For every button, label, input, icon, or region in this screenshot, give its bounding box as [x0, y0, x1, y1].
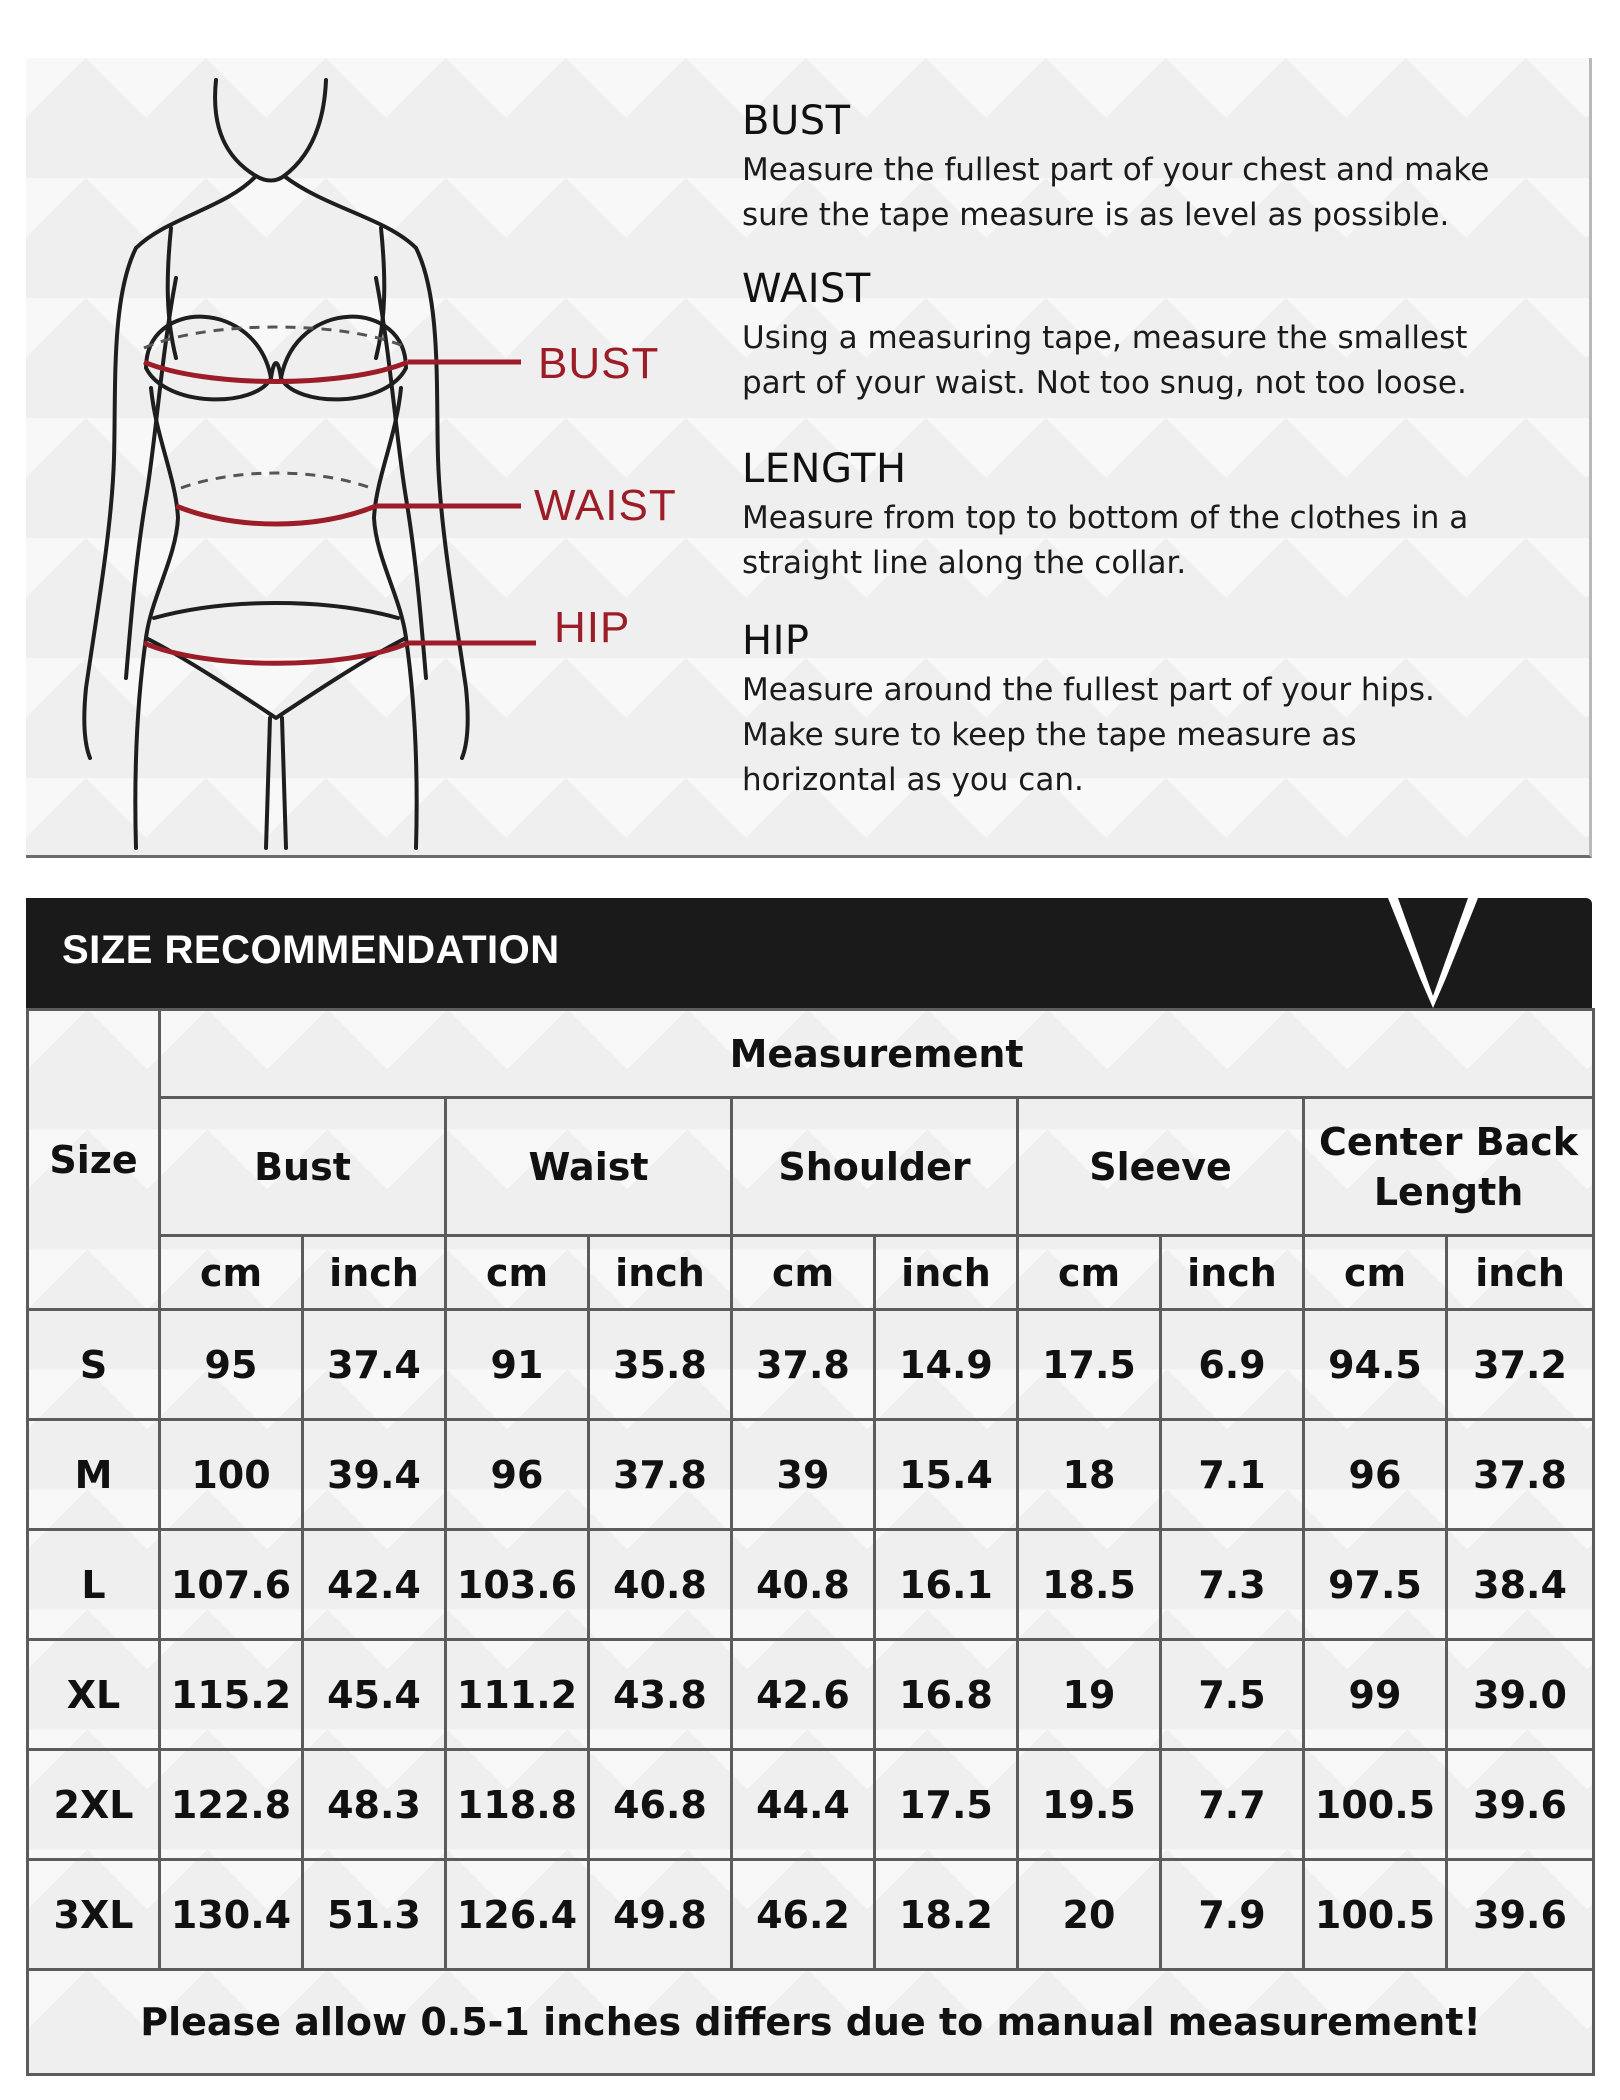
desc-title: HIP	[742, 618, 810, 664]
value-cell: 18.2	[875, 1860, 1018, 1970]
value-cell: 51.3	[303, 1860, 446, 1970]
value-cell: 42.6	[732, 1640, 875, 1750]
measurement-header: Measurement	[160, 1010, 1594, 1098]
value-cell: 44.4	[732, 1750, 875, 1860]
desc-text	[742, 316, 1582, 406]
value-cell: 130.4	[160, 1860, 303, 1970]
size-cell: L	[28, 1530, 160, 1640]
value-cell: 122.8	[160, 1750, 303, 1860]
value-cell: 39.6	[1447, 1860, 1594, 1970]
desc-title: WAIST	[742, 266, 871, 312]
unit-header-cm: cm	[732, 1236, 875, 1310]
value-cell: 16.8	[875, 1640, 1018, 1750]
unit-header-cm: cm	[1018, 1236, 1161, 1310]
value-cell: 100.5	[1304, 1860, 1447, 1970]
table-row	[28, 1530, 1594, 1640]
desc-title: LENGTH	[742, 446, 907, 492]
size-table	[26, 1008, 1595, 2076]
value-cell: 19	[1018, 1640, 1161, 1750]
value-cell: 118.8	[446, 1750, 589, 1860]
desc-length	[742, 446, 1582, 586]
value-cell: 6.9	[1161, 1310, 1304, 1420]
group-header-sleeve: Sleeve	[1018, 1098, 1304, 1236]
figure-label-hip: HIP	[554, 603, 631, 652]
value-cell: 48.3	[303, 1750, 446, 1860]
unit-header-cm: cm	[446, 1236, 589, 1310]
value-cell: 39	[732, 1420, 875, 1530]
unit-header-cm: cm	[160, 1236, 303, 1310]
value-cell: 37.8	[732, 1310, 875, 1420]
value-cell: 45.4	[303, 1640, 446, 1750]
size-column-header: Size	[28, 1010, 160, 1310]
value-cell: 7.5	[1161, 1640, 1304, 1750]
value-cell: 46.8	[589, 1750, 732, 1860]
value-cell: 37.2	[1447, 1310, 1594, 1420]
group-header-waist: Waist	[446, 1098, 732, 1236]
desc-title: BUST	[742, 98, 851, 144]
desc-text	[742, 668, 1582, 803]
table-row	[28, 1750, 1594, 1860]
table-row	[28, 1310, 1594, 1420]
value-cell: 7.9	[1161, 1860, 1304, 1970]
value-cell: 39.4	[303, 1420, 446, 1530]
size-cell: 2XL	[28, 1750, 160, 1860]
value-cell: 7.7	[1161, 1750, 1304, 1860]
table-title-bar	[26, 898, 1592, 1008]
figure-label-waist: WAIST	[534, 481, 677, 530]
table-title: SIZE RECOMMENDATION	[62, 928, 560, 972]
value-cell: 37.8	[1447, 1420, 1594, 1530]
size-rows	[28, 1310, 1594, 1970]
desc-line: straight line along the collar.	[742, 545, 1187, 581]
value-cell: 17.5	[875, 1750, 1018, 1860]
desc-line: Make sure to keep the tape measure as	[742, 717, 1357, 753]
value-cell: 97.5	[1304, 1530, 1447, 1640]
value-cell: 95	[160, 1310, 303, 1420]
desc-line: Measure around the fullest part of your hips.	[742, 672, 1435, 708]
desc-line: Using a measuring tape, measure the smallest	[742, 320, 1468, 356]
value-cell: 7.1	[1161, 1420, 1304, 1530]
unit-header-inch: inch	[589, 1236, 732, 1310]
figure-label-bust: BUST	[538, 339, 660, 388]
value-cell: 107.6	[160, 1530, 303, 1640]
value-cell: 100	[160, 1420, 303, 1530]
measurement-note: Please allow 0.5-1 inches differs due to manual measurement!	[28, 1970, 1594, 2075]
value-cell: 49.8	[589, 1860, 732, 1970]
value-cell: 42.4	[303, 1530, 446, 1640]
value-cell: 96	[1304, 1420, 1447, 1530]
value-cell: 14.9	[875, 1310, 1018, 1420]
value-cell: 15.4	[875, 1420, 1018, 1530]
value-cell: 126.4	[446, 1860, 589, 1970]
value-cell: 40.8	[732, 1530, 875, 1640]
desc-text	[742, 496, 1582, 586]
desc-hip	[742, 618, 1582, 803]
table-row	[28, 1640, 1594, 1750]
value-cell: 43.8	[589, 1640, 732, 1750]
value-cell: 103.6	[446, 1530, 589, 1640]
value-cell: 91	[446, 1310, 589, 1420]
value-cell: 37.8	[589, 1420, 732, 1530]
value-cell: 96	[446, 1420, 589, 1530]
unit-header-inch: inch	[303, 1236, 446, 1310]
value-cell: 18.5	[1018, 1530, 1161, 1640]
value-cell: 38.4	[1447, 1530, 1594, 1640]
unit-header-inch: inch	[1447, 1236, 1594, 1310]
value-cell: 16.1	[875, 1530, 1018, 1640]
size-cell: M	[28, 1420, 160, 1530]
desc-text	[742, 148, 1582, 238]
unit-header-inch: inch	[1161, 1236, 1304, 1310]
desc-line: horizontal as you can.	[742, 762, 1084, 798]
value-cell: 99	[1304, 1640, 1447, 1750]
value-cell: 18	[1018, 1420, 1161, 1530]
table-row	[28, 1860, 1594, 1970]
chevron-down-icon	[1388, 898, 1478, 1008]
group-header-bust: Bust	[160, 1098, 446, 1236]
size-cell: 3XL	[28, 1860, 160, 1970]
value-cell: 39.6	[1447, 1750, 1594, 1860]
desc-waist	[742, 266, 1582, 406]
table-row	[28, 1420, 1594, 1530]
desc-line: sure the tape measure is as level as possible.	[742, 197, 1450, 233]
size-recommendation-section	[26, 898, 1592, 2076]
value-cell: 40.8	[589, 1530, 732, 1640]
value-cell: 17.5	[1018, 1310, 1161, 1420]
value-cell: 94.5	[1304, 1310, 1447, 1420]
value-cell: 20	[1018, 1860, 1161, 1970]
body-figure-illustration	[26, 58, 726, 858]
desc-bust	[742, 98, 1582, 238]
value-cell: 46.2	[732, 1860, 875, 1970]
desc-line: part of your waist. Not too snug, not too loose.	[742, 365, 1467, 401]
value-cell: 111.2	[446, 1640, 589, 1750]
value-cell: 7.3	[1161, 1530, 1304, 1640]
size-cell: S	[28, 1310, 160, 1420]
desc-line: Measure from top to bottom of the clothes in a	[742, 500, 1469, 536]
group-header-center-back-length: Center Back Length	[1304, 1098, 1594, 1236]
value-cell: 35.8	[589, 1310, 732, 1420]
value-cell: 115.2	[160, 1640, 303, 1750]
unit-header-inch: inch	[875, 1236, 1018, 1310]
value-cell: 19.5	[1018, 1750, 1161, 1860]
size-cell: XL	[28, 1640, 160, 1750]
measurement-guide-panel	[26, 58, 1592, 858]
desc-line: Measure the fullest part of your chest and make	[742, 152, 1490, 188]
unit-header-cm: cm	[1304, 1236, 1447, 1310]
value-cell: 100.5	[1304, 1750, 1447, 1860]
value-cell: 37.4	[303, 1310, 446, 1420]
value-cell: 39.0	[1447, 1640, 1594, 1750]
group-header-shoulder: Shoulder	[732, 1098, 1018, 1236]
